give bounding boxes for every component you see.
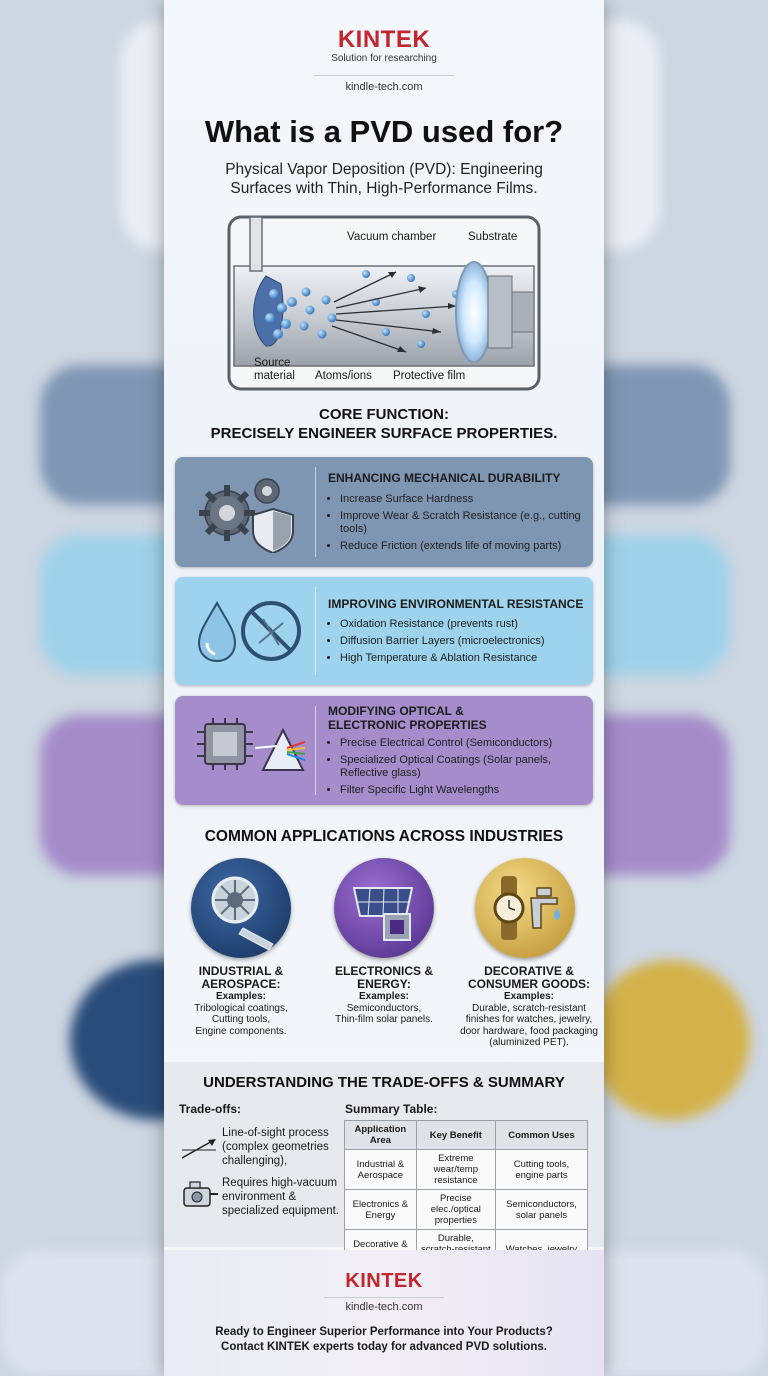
- page-subtitle-line1: Physical Vapor Deposition (PVD): Engineering: [225, 161, 543, 178]
- tradeoffs-label: Trade-offs:: [179, 1102, 242, 1116]
- tradeoffs-section: [164, 1062, 604, 1250]
- card3-title: MODIFYING OPTICAL & ELECTRONIC PROPERTIES: [328, 704, 487, 732]
- summary-table-label: Summary Table:: [345, 1102, 438, 1116]
- card3-bullet-2: • Specialized Optical Coatings (Solar panels, Reflective glass): [340, 754, 595, 780]
- page-subtitle-line2: Surfaces with Thin, High-Performance Films.: [230, 180, 538, 197]
- card3-bullet-1: • Precise Electrical Control (Semiconductors): [340, 737, 595, 750]
- label-source-material: Source material: [254, 357, 295, 382]
- applications-heading: COMMON APPLICATIONS ACROSS INDUSTRIES: [204, 828, 564, 845]
- table-row: Industrial & Aerospace Extreme wear/temp resistance Cutting tools, engine parts: [345, 1150, 588, 1190]
- table-row: Decorative & Durable,: [345, 1230, 588, 1270]
- chip-prism-icon: [193, 718, 305, 782]
- app-industrial-aerospace: INDUSTRIAL & AEROSPACE: Examples: Tribological coatings, Cutting tools, Engine components.: [194, 964, 288, 1037]
- gears-shield-icon: [193, 473, 303, 553]
- electronics-energy-icon: [334, 858, 434, 958]
- card-optical-electronic: [175, 696, 593, 805]
- tradeoffs-heading: UNDERSTANDING THE TRADE-OFFS & SUMMARY: [203, 1074, 565, 1091]
- table-row: Electronics & Energy Precise elec./optical properties Semiconductors, solar panels: [345, 1190, 588, 1230]
- card-mechanical-durability: [175, 457, 593, 567]
- industrial-aerospace-icon: [191, 858, 291, 958]
- brand-logo: KINTEK: [337, 26, 431, 53]
- card1-bullet-2: • Improve Wear & Scratch Resistance (e.g., cutting tools): [340, 510, 595, 536]
- card2-bullet-1: • Oxidation Resistance (prevents rust): [340, 618, 595, 631]
- line-of-sight-icon: [180, 1136, 220, 1162]
- tradeoff-line-of-sight: Line-of-sight process (complex geometries challenging),: [222, 1127, 329, 1167]
- footer: [164, 1250, 604, 1376]
- decorative-consumer-icon: [475, 858, 575, 958]
- droplet-no-rust-icon: [193, 597, 303, 667]
- brand-tagline: Solution for researching: [331, 53, 437, 64]
- core-function-subheading: PRECISELY ENGINEER SURFACE PROPERTIES.: [210, 425, 558, 442]
- card2-bullet-3: • High Temperature & Ablation Resistance: [340, 652, 595, 665]
- col-common-uses: Common Uses: [495, 1121, 587, 1150]
- footer-brand-logo: KINTEK: [345, 1270, 423, 1292]
- label-protective-film: Protective film: [393, 370, 466, 382]
- card1-bullet-3: • Reduce Friction (extends life of moving parts): [340, 540, 595, 553]
- app-electronics-energy: ELECTRONICS & ENERGY: Examples: Semiconductors, Thin-film solar panels.: [334, 964, 433, 1025]
- site-url[interactable]: kindle-tech.com: [345, 81, 423, 93]
- core-function-heading: CORE FUNCTION:: [319, 406, 449, 423]
- vacuum-pump-icon: [180, 1180, 220, 1210]
- col-key-benefit: Key Benefit: [416, 1121, 495, 1150]
- tradeoff-high-vacuum: Requires high-vacuum environment & specialized equipment.: [222, 1177, 339, 1217]
- summary-table: [344, 1120, 588, 1270]
- card2-title: IMPROVING ENVIRONMENTAL RESISTANCE: [328, 597, 584, 611]
- infographic-page: [164, 0, 604, 1376]
- card-environmental-resistance: [175, 577, 593, 685]
- label-substrate: Substrate: [468, 231, 518, 243]
- card1-bullet-1: • Increase Surface Hardness: [340, 493, 595, 506]
- label-atoms-ions: Atoms/ions: [315, 370, 372, 382]
- app-decorative-consumer: DECORATIVE & CONSUMER GOODS: Examples: Durable, scratch-resistant finishes for watches, jewelry, door hardware, food packaging (aluminized PET).: [460, 964, 598, 1048]
- page-title: What is a PVD used for?: [204, 114, 564, 149]
- col-application-area: Application Area: [345, 1121, 417, 1150]
- label-vacuum-chamber: Vacuum chamber: [347, 231, 437, 243]
- footer-cta: Ready to Engineer Superior Performance into Your Products? Contact KINTEK experts today for advanced PVD solutions.: [215, 1326, 553, 1353]
- card3-bullet-3: • Filter Specific Light Wavelengths: [340, 784, 595, 797]
- card1-title: ENHANCING MECHANICAL DURABILITY: [328, 471, 561, 485]
- footer-site-url[interactable]: kindle-tech.com: [345, 1301, 423, 1313]
- card2-bullet-2: • Diffusion Barrier Layers (microelectronics): [340, 635, 595, 648]
